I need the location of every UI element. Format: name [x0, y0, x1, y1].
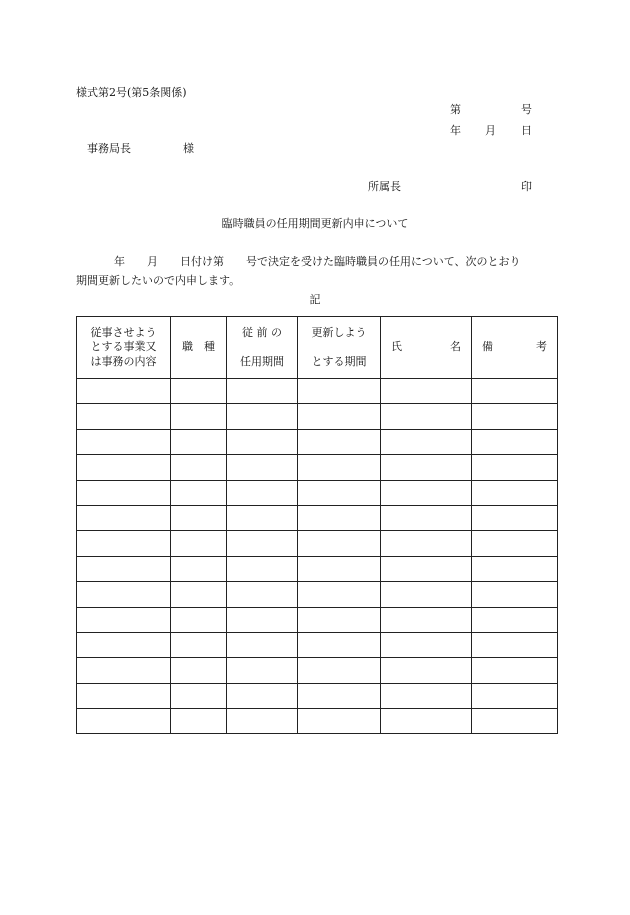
cell-update-period[interactable]: [298, 379, 381, 404]
cell-job-type[interactable]: [171, 658, 227, 683]
cell-update-period[interactable]: [298, 531, 381, 556]
cell-duty-content[interactable]: [77, 709, 171, 734]
addressee-honorific: 様: [183, 142, 194, 155]
cell-job-type[interactable]: [171, 379, 227, 404]
cell-duty-content[interactable]: [77, 379, 171, 404]
header-update-period-line2: とする期間: [311, 355, 367, 369]
cell-duty-content[interactable]: [77, 505, 171, 530]
cell-name[interactable]: [381, 505, 472, 530]
addressee-title: 事務局長: [87, 142, 131, 155]
table-body: [77, 379, 558, 734]
cell-job-type[interactable]: [171, 531, 227, 556]
cell-duty-content[interactable]: [77, 632, 171, 657]
cell-previous-period[interactable]: [227, 379, 298, 404]
table-row: [77, 658, 558, 683]
header-duty-line1: 従事させよう: [90, 326, 157, 340]
table-row: [77, 429, 558, 454]
cell-job-type[interactable]: [171, 582, 227, 607]
cell-name[interactable]: [381, 404, 472, 429]
cell-name[interactable]: [381, 658, 472, 683]
table-row: [77, 582, 558, 607]
cell-job-type[interactable]: [171, 683, 227, 708]
table-row: [77, 556, 558, 581]
cell-duty-content[interactable]: [77, 404, 171, 429]
record-table: [76, 316, 558, 734]
cell-remarks[interactable]: [472, 531, 558, 556]
cell-remarks[interactable]: [472, 658, 558, 683]
cell-remarks[interactable]: [472, 480, 558, 505]
header-remarks: [472, 317, 558, 379]
cell-job-type[interactable]: [171, 480, 227, 505]
cell-previous-period[interactable]: [227, 404, 298, 429]
cell-update-period[interactable]: [298, 429, 381, 454]
body-month: 月: [147, 255, 158, 268]
cell-remarks[interactable]: [472, 709, 558, 734]
cell-job-type[interactable]: [171, 632, 227, 657]
cell-duty-content[interactable]: [77, 455, 171, 480]
cell-remarks[interactable]: [472, 379, 558, 404]
cell-duty-content[interactable]: [77, 429, 171, 454]
document-subject: 臨時職員の任用期間更新内申について: [221, 217, 409, 230]
table-row: [77, 632, 558, 657]
header-remarks-char2: 考: [536, 340, 547, 354]
cell-update-period[interactable]: [298, 582, 381, 607]
header-duty-content: [77, 317, 171, 379]
cell-previous-period[interactable]: [227, 531, 298, 556]
cell-update-period[interactable]: [298, 505, 381, 530]
cell-name[interactable]: [381, 709, 472, 734]
cell-update-period[interactable]: [298, 683, 381, 708]
cell-update-period[interactable]: [298, 404, 381, 429]
cell-previous-period[interactable]: [227, 556, 298, 581]
table-row: [77, 480, 558, 505]
header-duty-line2: とする事業又: [90, 340, 157, 354]
cell-duty-content[interactable]: [77, 658, 171, 683]
cell-duty-content[interactable]: [77, 531, 171, 556]
body-paragraph-line1: [76, 256, 521, 267]
header-update-period-line1: 更新しよう: [311, 325, 367, 339]
table-row: [77, 531, 558, 556]
cell-remarks[interactable]: [472, 404, 558, 429]
sender-title: 所属長: [368, 180, 401, 193]
cell-name[interactable]: [381, 531, 472, 556]
cell-job-type[interactable]: [171, 607, 227, 632]
cell-remarks[interactable]: [472, 582, 558, 607]
cell-name[interactable]: [381, 632, 472, 657]
date-year-label: 年: [450, 124, 461, 137]
cell-previous-period[interactable]: [227, 455, 298, 480]
cell-previous-period[interactable]: [227, 683, 298, 708]
header-previous-period-line2: 任用期間: [240, 355, 284, 369]
table-row: [77, 709, 558, 734]
cell-remarks[interactable]: [472, 429, 558, 454]
cell-duty-content[interactable]: [77, 607, 171, 632]
table-header-row: [77, 317, 558, 379]
cell-update-period[interactable]: [298, 709, 381, 734]
table-row: [77, 404, 558, 429]
ki-label: 記: [309, 293, 321, 306]
table-row: [77, 455, 558, 480]
header-remarks-char1: 備: [482, 340, 493, 354]
table-row: [77, 379, 558, 404]
cell-name[interactable]: [381, 429, 472, 454]
header-name-char2: 名: [450, 340, 461, 354]
cell-name[interactable]: [381, 379, 472, 404]
cell-duty-content[interactable]: [77, 683, 171, 708]
header-previous-period-line1: 従 前 の: [242, 325, 282, 339]
body-rest: 号で決定を受けた臨時職員の任用について、次のとおり: [246, 255, 521, 268]
cell-job-type[interactable]: [171, 556, 227, 581]
cell-remarks[interactable]: [472, 683, 558, 708]
cell-duty-content[interactable]: [77, 480, 171, 505]
cell-update-period[interactable]: [298, 455, 381, 480]
cell-job-type[interactable]: [171, 455, 227, 480]
cell-previous-period[interactable]: [227, 607, 298, 632]
header-name-char1: 氏: [391, 340, 402, 354]
form-label: 様式第2号(第5条関係): [76, 86, 187, 99]
cell-name[interactable]: [381, 683, 472, 708]
cell-previous-period[interactable]: [227, 480, 298, 505]
cell-duty-content[interactable]: [77, 556, 171, 581]
cell-name[interactable]: [381, 556, 472, 581]
table-row: [77, 505, 558, 530]
seal-mark: 印: [521, 180, 532, 193]
body-dated: 日付け第: [180, 255, 224, 268]
cell-remarks[interactable]: [472, 455, 558, 480]
cell-previous-period[interactable]: [227, 658, 298, 683]
cell-previous-period[interactable]: [227, 582, 298, 607]
cell-previous-period[interactable]: [227, 505, 298, 530]
cell-job-type[interactable]: [171, 709, 227, 734]
header-job-type: 職 種: [171, 317, 227, 379]
table-row: [77, 683, 558, 708]
cell-remarks[interactable]: [472, 556, 558, 581]
date-month-label: 月: [485, 124, 496, 137]
cell-duty-content[interactable]: [77, 582, 171, 607]
header-name: [381, 317, 472, 379]
header-previous-period: [227, 317, 298, 379]
cell-update-period[interactable]: [298, 658, 381, 683]
cell-previous-period[interactable]: [227, 632, 298, 657]
cell-name[interactable]: [381, 582, 472, 607]
document-number-suffix: 号: [521, 103, 532, 116]
cell-remarks[interactable]: [472, 632, 558, 657]
cell-name[interactable]: [381, 607, 472, 632]
cell-name[interactable]: [381, 480, 472, 505]
cell-update-period[interactable]: [298, 556, 381, 581]
body-year: 年: [114, 255, 125, 268]
cell-update-period[interactable]: [298, 480, 381, 505]
cell-job-type[interactable]: [171, 404, 227, 429]
cell-remarks[interactable]: [472, 505, 558, 530]
cell-previous-period[interactable]: [227, 429, 298, 454]
cell-update-period[interactable]: [298, 632, 381, 657]
cell-job-type[interactable]: [171, 505, 227, 530]
cell-remarks[interactable]: [472, 607, 558, 632]
body-paragraph-line2: 期間更新したいので内申します。: [76, 274, 241, 287]
header-duty-line3: は事務の内容: [90, 354, 157, 368]
cell-name[interactable]: [381, 455, 472, 480]
cell-job-type[interactable]: [171, 429, 227, 454]
cell-update-period[interactable]: [298, 607, 381, 632]
header-update-period: [298, 317, 381, 379]
table-row: [77, 607, 558, 632]
document-number-prefix: 第: [450, 103, 461, 116]
cell-previous-period[interactable]: [227, 709, 298, 734]
date-day-label: 日: [521, 124, 532, 137]
